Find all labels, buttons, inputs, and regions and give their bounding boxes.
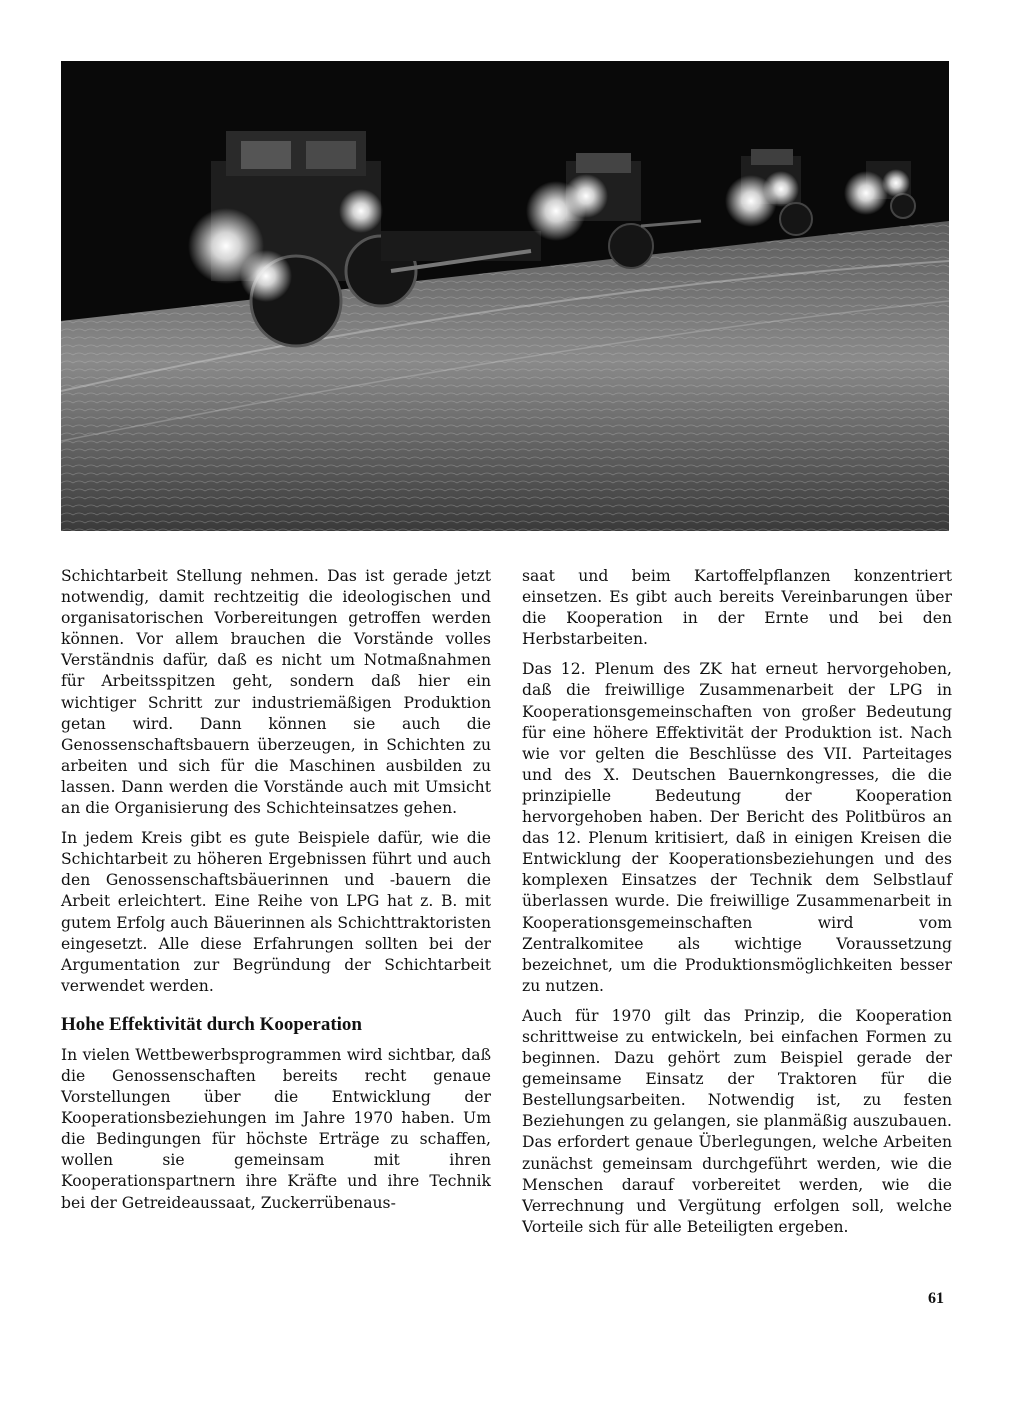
right-column — [522, 566, 952, 1247]
night-tractors-photo — [61, 61, 949, 531]
paragraph: Auch für 1970 gilt das Prinzip, die Kooperation schrittweise zu entwickeln, bei einfachen Formen zu beginnen. Dazu gehört zum Beispiel gerade der gemeinsame Einsatz der Traktoren für die Bestellungsarbeiten. Notwendig ist, zu festen Beziehungen zu gelangen, sie planmäßig auszubauen. Das erfordert genaue Überlegungen, welche Arbeiten zunächst gemeinsam durchgeführt werden, wie die Menschen darauf vorbereitet werden, wie die Verrechnung und Vergütung erfolgen soll, welche Vorteile sich für alle Beteiligten ergeben. — [522, 1006, 952, 1236]
left-column — [61, 566, 491, 1223]
paragraph: In jedem Kreis gibt es gute Beispiele dafür, wie die Schichtarbeit zu höheren Ergebnissen führt und auch den Genossenschaftsbäuerinnen und -bauern die Arbeit erleichtert. Eine Reihe von LPG hat z. B. mit gutem Erfolg auch Bäuerinnen als Schichttraktoristen eingesetzt. Alle diese Erfahrungen sollten bei der Argumentation zur Begründung der Schichtarbeit verwendet werden. — [61, 829, 491, 995]
paragraph: In vielen Wettbewerbsprogrammen wird sichtbar, daß die Genossenschaften bereits recht genaue Vorstellungen über die Entwicklung der Kooperationsbeziehungen im Jahre 1970 haben. Um die Bedingungen für höchste Erträge zu schaffen, wollen sie gemeinsam mit ihren Kooperationspartnern ihre Kräfte und ihre Technik bei der Getreideaussaat, Zuckerrübenaus- — [61, 1045, 491, 1212]
paragraph: Das 12. Plenum des ZK hat erneut hervorgehoben, daß die freiwillige Zusammenarbeit der LPG in Kooperationsgemeinschaften von großer Bedeutung für eine höhere Effektivität der Produktion ist. Nach wie vor gelten die Beschlüsse des VII. Parteitages und des X. Deutschen Bauernkongresses, die die prinzipielle Bedeutung der Kooperation hervorgehoben haben. Der Bericht des Politbüros an das 12. Plenum kritisiert, daß in einigen Kreisen die Entwicklung der Kooperationsbeziehungen und des komplexen Einsatzes der Technik dem Selbstlauf überlassen wurde. Die freiwillige Zusammenarbeit in Kooperationsgemeinschaften wird vom Zentralkomitee als wichtige Voraussetzung bezeichnet, um die Produktionsmöglichkeiten besser zu nutzen. — [522, 660, 952, 995]
section-heading: Hohe Effektivität durch Kooperation — [61, 1013, 363, 1035]
paragraph: Schichtarbeit Stellung nehmen. Das ist gerade jetzt notwendig, damit rechtzeitig die ideologischen und organisatorischen Vorbereitungen getroffen werden können. Vor allem brauchen die Vorstände volles Verständnis dafür, daß es nicht um Notmaßnahmen für Arbeitsspitzen geht, sondern daß hier ein wichtiger Schritt zur industriemäßigen Produktion getan wird. Dann können sie auch die Genossenschaftsbauern überzeugen, in Schichten zu arbeiten und sich für die Maschinen ausbilden zu lassen. Dann werden die Vorstände auch mit Umsicht an die Organisierung des Schichteinsatzes gehen. — [61, 567, 491, 818]
paragraph: saat und beim Kartoffelpflanzen konzentriert einsetzen. Es gibt auch bereits Vereinbarungen über die Kooperation in der Ernte und bei den Herbstarbeiten. — [522, 567, 952, 649]
page-number: 61 — [928, 1290, 944, 1307]
